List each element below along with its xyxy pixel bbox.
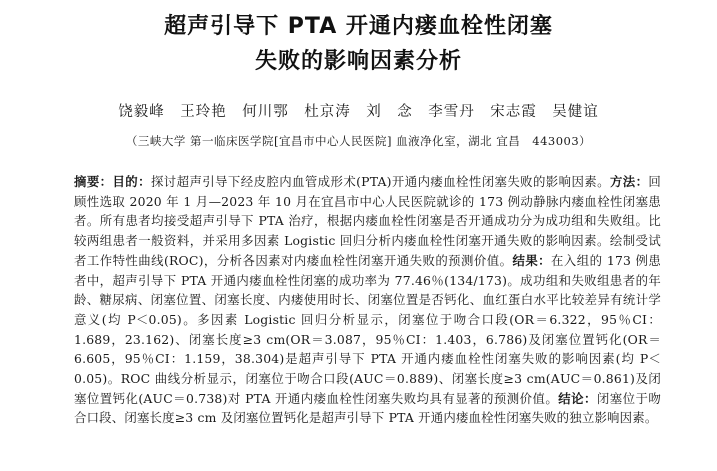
paper-title-line-1: 超声引导下 PTA 开通内瘘血栓性闭塞 [164, 14, 553, 39]
results-text: 在入组的 173 例患者中，超声引导下 PTA 开通内瘘血栓性闭塞的成功率为 77.46％(134/173)。成功组和失败组患者的年龄、糖尿病、闭塞位置、闭塞长度、内瘘使用时长、闭塞位置是否钙化、血红蛋白水平比较差异有统计学意义(均 P＜0.05)。多因素 Logistic 回归分析显示，闭塞位于吻合口段(OR＝6.322，95％CI：1.689，23.162)、闭塞长度≥3 cm(OR＝3.087，95％CI：1.403，6.786)及闭塞位置钙化(OR＝6.605，95％CI：1.159，38.304)是超声引导下 PTA 开通内瘘血栓性闭塞失败的影响因素(均 P＜0.05)。ROC 曲线分析显示，闭塞位于吻合口段(AUC＝0.889)、闭塞长度≥3 cm(AUC＝0.861)及闭塞位置钙化(AUC＝0.738)对 PTA 开通内瘘血栓性闭塞失败均具有显著的预测价值。 [74, 252, 661, 406]
paper-title-line-2: 失败的影响因素分析 [254, 49, 462, 74]
author-list: 饶毅峰 王玲艳 何川鄂 杜京涛 刘 念 李雪丹 宋志霞 吴健谊 [118, 104, 599, 120]
affiliation: （三峡大学 第一临床医学院[宜昌市中心人民医院] 血液净化室，湖北 宜昌 443003） [125, 134, 592, 148]
methods-label: 方法： [609, 174, 649, 189]
conclusion-label: 结论： [558, 390, 597, 406]
abstract-paragraph [74, 172, 661, 428]
abstract-label: 摘要： [74, 174, 113, 189]
objective-text: 探讨超声引导下经皮腔内血管成形术(PTA)开通内瘘血栓性闭塞失败的影响因素。 [150, 174, 610, 189]
objective-label: 目的： [112, 174, 151, 189]
results-label: 结果： [512, 252, 552, 268]
conclusion-text: 闭塞位于吻合口段、闭塞长度≥3 cm 及闭塞位置钙化是超声引导下 PTA 开通内瘘血栓性闭塞失败的独立影响因素。 [74, 390, 661, 426]
methods-text: 回顾性选取 2020 年 1 月—2023 年 10 月在宜昌市中心人民医院就诊的 173 例动静脉内瘘血栓性闭塞患者。所有患者均接受超声引导下 PTA 治疗，根据内瘘血栓性闭塞是否开通成功分为成功组和失败组。比较两组患者一般资料，并采用多因素 Logistic 回归分析内瘘血栓性闭塞开通失败的影响因素。绘制受试者工作特性曲线(ROC)，分析各因素对内瘘血栓性闭塞开通失败的预测价值。 [74, 174, 662, 268]
abstract [74, 172, 661, 428]
